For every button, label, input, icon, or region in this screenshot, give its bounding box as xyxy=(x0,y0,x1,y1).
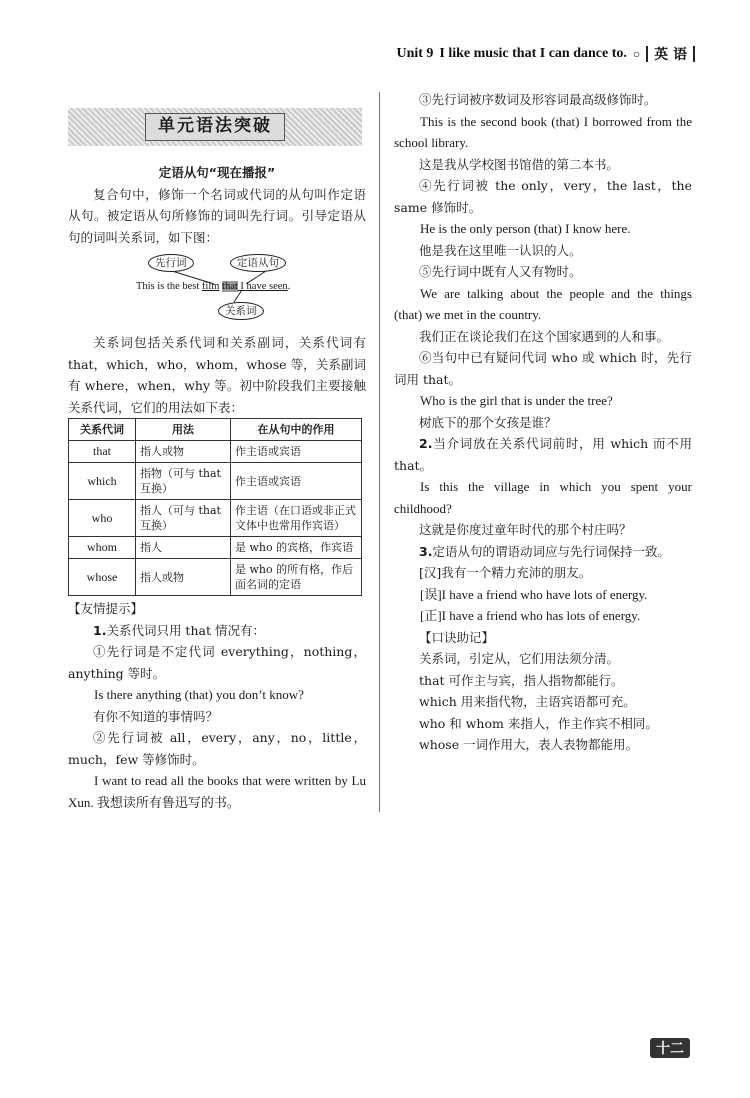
rule-5-translation: 我们正在谈论我们在这个国家遇到的人和事。 xyxy=(419,328,670,344)
oval-relative: 关系词 xyxy=(218,302,264,320)
rule-4-translation: 他是我在这里唯一认识的人。 xyxy=(419,242,582,258)
intro-paragraph: 复合句中，修饰一个名词或代词的从句叫作定语从句。被定语从句所修饰的词叫先行词。引导定语从句的词叫关系词，如下图： xyxy=(68,186,366,245)
unit-label: Unit 9 xyxy=(396,46,434,61)
table-row xyxy=(69,441,362,463)
table-row xyxy=(69,500,362,537)
rule-4-example: He is the only person (that) I know here. xyxy=(420,221,631,236)
table-cell: 是 who 的宾格，作宾语 xyxy=(231,537,362,559)
tip-1a-example: Is there anything (that) you don’t know? xyxy=(94,687,304,702)
circle-mark: ○ xyxy=(632,46,641,61)
section-banner xyxy=(68,108,362,146)
table-header: 关系代词 xyxy=(69,419,136,441)
table-cell: 指人（可与 that 互换） xyxy=(136,500,231,537)
rule-3-translation: 这是我从学校图书馆借的第二本书。 xyxy=(419,156,620,172)
rule-6-translation: 树底下的那个女孩是谁？ xyxy=(419,414,557,430)
page-number: 十二 xyxy=(650,1038,690,1058)
table-cell: 指物（可与 that 互换） xyxy=(136,463,231,500)
mnemonic-line: 关系词，引定从，它们用法须分清。 xyxy=(419,651,620,666)
tip-2-text: 当介词放在关系代词前时，用 which 而不用 that。 xyxy=(394,436,692,473)
table-cell: that xyxy=(69,441,136,463)
rule-3: ③先行词被序数词及形容词最高级修饰时。 xyxy=(419,92,657,107)
table-row xyxy=(69,537,362,559)
tip-title: 【友情提示】 xyxy=(68,601,144,616)
tip-2-example: Is this the village in which you spent your childhood? xyxy=(394,479,692,516)
mnemonic-title: 【口诀助记】 xyxy=(419,629,495,645)
table-header: 在从句中的作用 xyxy=(231,419,362,441)
section-banner-title: 单元语法突破 xyxy=(145,113,285,141)
table-header-row xyxy=(69,419,362,441)
tip-1b: ②先行词被 all，every，any，no，little，much，few 等修饰时。 xyxy=(68,730,366,767)
table-cell: 作主语或宾语 xyxy=(231,463,362,500)
tip-2 xyxy=(394,433,692,476)
table-cell: which xyxy=(69,463,136,500)
table-cell: 指人或物 xyxy=(136,441,231,463)
unit-title: I like music that I can dance to. xyxy=(439,46,627,61)
rule-3-example: This is the second book (that) I borrowed from the school library. xyxy=(394,113,692,150)
sentence-part: This is the best xyxy=(136,281,202,292)
sentence-period: . xyxy=(287,281,291,292)
table-row xyxy=(69,559,362,596)
table-cell: 作主语（在口语或非正式文体中也常用作宾语） xyxy=(231,500,362,537)
oval-clause: 定语从句 xyxy=(230,254,286,272)
table-cell: 是 who 的所有格，作后面名词的定语 xyxy=(231,559,362,596)
sentence-clause-end: seen xyxy=(269,281,288,292)
table-row xyxy=(69,463,362,500)
tip-2-number: 2. xyxy=(419,436,433,451)
rule-6-example: Who is the girl that is under the tree? xyxy=(420,393,613,408)
tip-1-text: 关系代词只用 that 情况有： xyxy=(106,622,265,638)
rule-4: ④先行词被 the only，very，the last，the same 修饰时。 xyxy=(394,178,692,215)
mnemonic-line: whose 一词作用大，表人表物都能用。 xyxy=(419,737,639,752)
mnemonic-line: that 可作主与宾，指人指物都能行。 xyxy=(419,672,624,688)
table-cell: whom xyxy=(69,537,136,559)
tip-1 xyxy=(68,620,366,642)
right-column xyxy=(394,89,692,756)
tip-3-correct: [正]I have a friend who has lots of energy. xyxy=(420,608,641,623)
tip-3-number: 3. xyxy=(419,543,433,559)
tip-3-wrong: [误]I have a friend who have lots of energy. xyxy=(420,586,648,602)
diagram-sentence xyxy=(136,276,290,298)
tip-3-chinese: [汉]我有一个精力充沛的朋友。 xyxy=(419,565,592,580)
column-divider xyxy=(379,92,380,812)
tip-2-translation: 这就是你度过童年时代的那个村庄吗？ xyxy=(419,522,632,537)
clause-diagram xyxy=(68,250,366,322)
tip-3-text: 定语从句的谓语动词应与先行词保持一致。 xyxy=(432,543,670,559)
table-cell: 指人或物 xyxy=(136,559,231,596)
rule-6: ⑥当句中已有疑问代词 who 或 which 时，先行词用 that。 xyxy=(394,350,692,387)
rule-5-example: We are talking about the people and the things (that) we met in the country. xyxy=(394,285,692,322)
sentence-relative: that xyxy=(222,281,238,292)
oval-antecedent: 先行词 xyxy=(148,254,194,272)
tip-3 xyxy=(394,541,692,563)
table-cell: 作主语或宾语 xyxy=(231,441,362,463)
section-subtitle: 定语从句“现在播报” xyxy=(158,165,276,180)
sentence-antecedent: film xyxy=(201,281,220,292)
relative-pronoun-table xyxy=(68,418,362,596)
separator-bar-right xyxy=(693,46,695,62)
tip-1b-example: I want to read all the books that were written by Lu Xun. 我想读所有鲁迅写的书。 xyxy=(68,773,366,810)
left-column xyxy=(68,98,366,813)
tip-1a-translation: 有你不知道的事情吗？ xyxy=(93,708,219,724)
table-cell: whose xyxy=(69,559,136,596)
table-header: 用法 xyxy=(136,419,231,441)
tip-1a: ①先行词是不定代词 everything，nothing，anything 等时。 xyxy=(68,644,366,681)
sentence-clause: I have xyxy=(237,281,269,292)
mnemonic-line: which 用来指代物，主语宾语都可充。 xyxy=(419,694,636,709)
rule-5: ⑤先行词中既有人又有物时。 xyxy=(419,264,582,279)
mnemonic-line: who 和 whom 来指人，作主作宾不相同。 xyxy=(419,715,658,731)
table-cell: who xyxy=(69,500,136,537)
tip-1-number: 1. xyxy=(93,622,107,638)
separator-bar xyxy=(646,46,648,62)
subject-label: 英 语 xyxy=(654,47,687,63)
page-header xyxy=(396,44,695,64)
table-cell: 指人 xyxy=(136,537,231,559)
relative-words-paragraph: 关系词包括关系代词和关系副词，关系代词有 that，which，who，whom，whose 等，关系副词有 where，when，why 等。初中阶段我们主要接触关系代词，它们的用法如下表： xyxy=(68,335,366,415)
